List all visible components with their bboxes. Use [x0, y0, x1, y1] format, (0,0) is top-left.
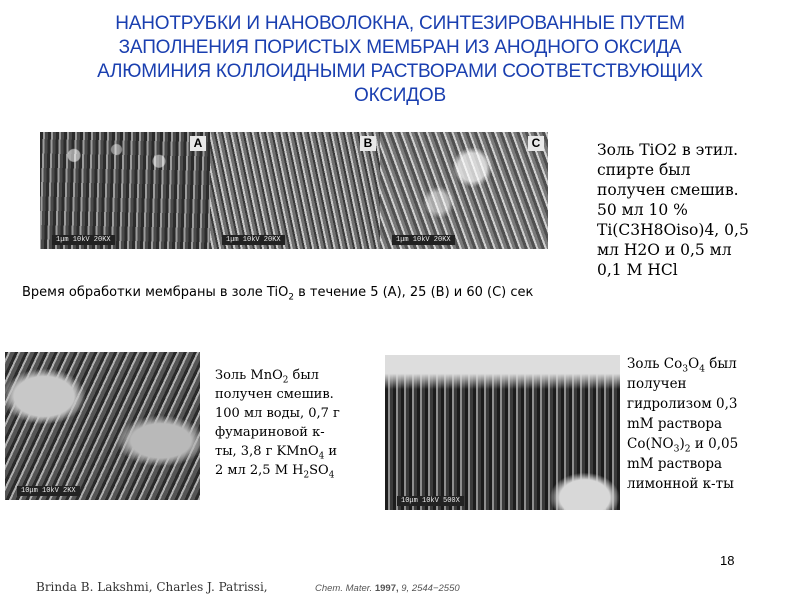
text-line: получен смешив.: [597, 181, 739, 199]
title-line: НАНОТРУБКИ И НАНОВОЛОКНА, СИНТЕЗИРОВАННЫЕ ПУТЕМ: [115, 13, 685, 34]
scale-bar-a: 1μm 10kV 20KX: [52, 235, 115, 245]
sem-image-mno2: [5, 352, 200, 500]
text-line: Золь $Co_3O_4$ был: [627, 356, 737, 375]
title-line: АЛЮМИНИЯ КОЛЛОИДНЫМИ РАСТВОРАМИ СООТВЕТСТВУЮЩИХ: [97, 61, 703, 82]
text-line: Золь MnO$_2$ был: [215, 368, 319, 386]
text-line: мл H2O и 0,5 мл: [597, 241, 732, 259]
text-line: mM раствора: [627, 416, 723, 432]
text-line: mM раствора: [627, 456, 723, 472]
caption-text: Время обработки мембраны в золе TiO: [22, 285, 289, 300]
caption-text: в течение 5 (A), 25 (B) и 60 (C) сек: [293, 285, 534, 300]
text-line: получен: [627, 376, 687, 392]
membrane-treatment-caption: [22, 283, 587, 303]
page-number: 18: [720, 553, 735, 568]
citation-journal: Chem. Mater. 1997, 9, 2544−2550: [315, 583, 460, 594]
text-line: гидролизом 0,3: [627, 396, 738, 412]
panel-label-c: C: [528, 136, 544, 151]
panel-label-a: A: [190, 136, 206, 151]
co3o4-sol-description: [627, 354, 797, 494]
citation-authors: Brinda B. Lakshmi, Charles J. Patrissi,: [36, 580, 268, 594]
text-line: спирте был: [597, 161, 691, 179]
sem-image-a: [40, 132, 210, 249]
panel-label-b: B: [360, 136, 376, 151]
text-line: получен смешив.: [215, 387, 334, 402]
text-line: 100 мл воды, 0,7 г: [215, 406, 340, 421]
caption-subscript: 2: [288, 292, 294, 303]
tio2-sol-description: [597, 140, 797, 280]
scale-bar-mno2: 10μm 10kV 2KX: [17, 486, 80, 496]
text-line: $Co(NO_3)_2$ и 0,05: [627, 436, 739, 455]
text-line: 50 мл 10 %: [597, 201, 688, 219]
scale-bar-c: 1μm 10kV 20KX: [392, 235, 455, 245]
text-line: 0,1 M HCl: [597, 261, 678, 279]
mno2-sol-description: [215, 366, 375, 480]
scale-bar-b: 1μm 10kV 20KX: [222, 235, 285, 245]
title-line: ЗАПОЛНЕНИЯ ПОРИСТЫХ МЕМБРАН ИЗ АНОДНОГО ОКСИДА: [118, 37, 682, 58]
sem-image-c: [380, 132, 548, 249]
title-line: ОКСИДОВ: [354, 85, 446, 106]
text-line: Золь TiO2 в этил.: [597, 141, 739, 159]
slide-title: [20, 12, 780, 108]
sem-image-co3o4: [385, 355, 620, 510]
sem-image-b: [210, 132, 380, 249]
text-line: Ti(C3H8Oiso)4, 0,5: [597, 221, 749, 239]
text-line: 2 мл 2,5 M $H_2SO_4$: [215, 463, 335, 481]
scale-bar-co3o4: 10μm 10kV 500X: [397, 496, 464, 506]
text-line: лимонной к-ты: [627, 476, 734, 492]
text-line: фумариновой к-: [215, 425, 325, 440]
text-line: ты, 3,8 г KMnO$_4$ и: [215, 444, 338, 462]
